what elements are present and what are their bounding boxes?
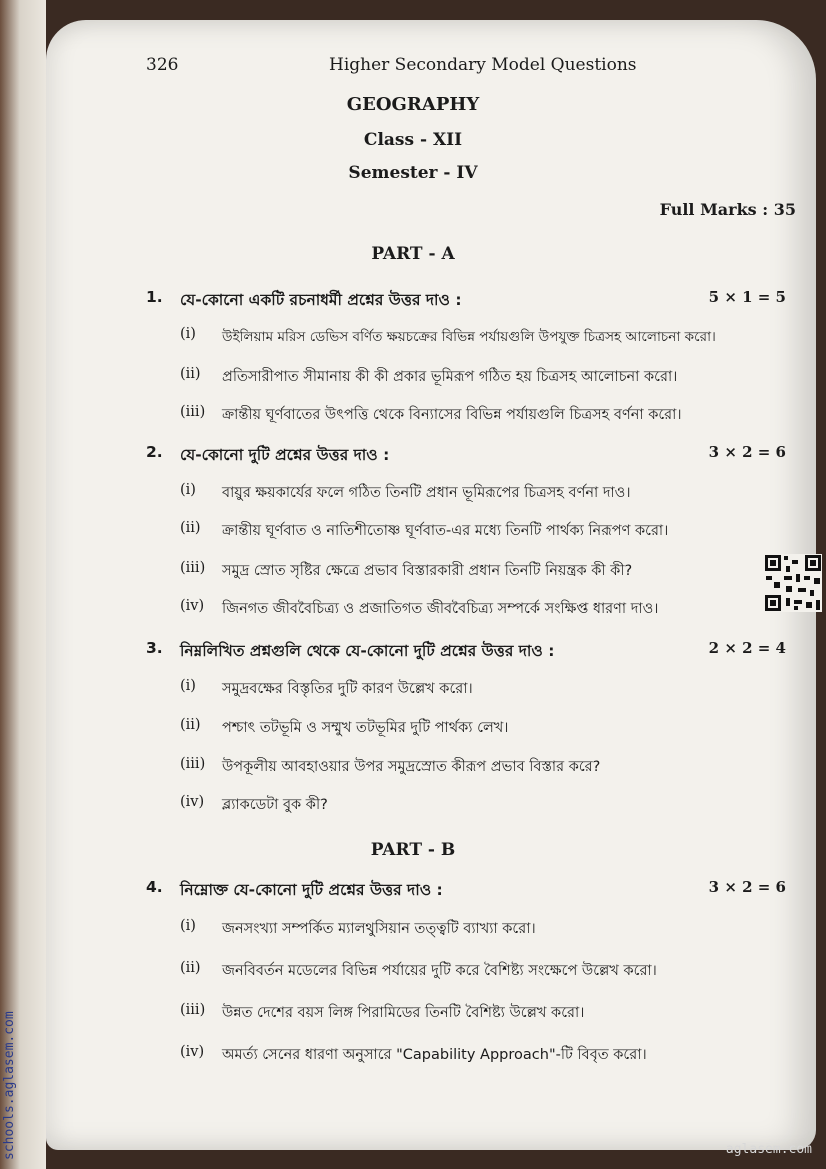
question-text: নিম্নলিখিত প্রশ্নগুলি থেকে যে-কোনো দুটি প্রশ্নের উত্তর দাও :	[180, 642, 555, 660]
sub-number: (i)	[180, 918, 196, 934]
part-b-heading: PART - B	[370, 840, 456, 860]
sub-number: (i)	[180, 482, 196, 498]
running-title: Higher Secondary Model Questions	[329, 55, 637, 75]
question-text: যে-কোনো একটি রচনাধর্মী প্রশ্নের উত্তর দাও :	[180, 291, 462, 309]
sub-number: (ii)	[180, 717, 201, 733]
sub-text: জিনগত জীববৈচিত্র্য ও প্রজাতিগত জীববৈচিত্র্য সম্পর্কে সংক্ষিপ্ত ধারণা দাও।	[222, 601, 659, 617]
qr-code-icon	[764, 554, 822, 612]
sub-text: জনসংখ্যা সম্পর্কিত ম্যালথুসিয়ান তত্ত্বটি ব্যাখ্যা করো।	[222, 921, 536, 937]
sub-number: (iv)	[180, 794, 205, 810]
sub-number: (i)	[180, 678, 196, 694]
sub-text: সমুদ্র স্রোত সৃষ্টির ক্ষেত্রে প্রভাব বিস্তারকারী প্রধান তিনটি নিয়ন্ত্রক কী কী?	[222, 563, 633, 579]
sub-text: উইলিয়াম মরিস ডেভিস বর্ণিত ক্ষয়চক্রের বিভিন্ন পর্যায়গুলি উপযুক্ত চিত্রসহ আলোচনা করো।	[222, 329, 716, 345]
sub-text: ক্রান্তীয় ঘূর্ণবাত ও নাতিশীতোষ্ণ ঘূর্ণবাত-এর মধ্যে তিনটি পার্থক্য নিরূপণ করো।	[222, 523, 669, 539]
question-text: যে-কোনো দুটি প্রশ্নের উত্তর দাও :	[180, 446, 390, 464]
question-marks: 5 × 1 = 5	[708, 288, 786, 306]
question-marks: 3 × 2 = 6	[708, 878, 786, 896]
sub-text: উপকূলীয় আবহাওয়ার উপর সমুদ্রস্রোত কীরূপ প্রভাব বিস্তার করে?	[222, 759, 601, 775]
sub-number: (iii)	[180, 756, 206, 772]
sub-text: বায়ুর ক্ষয়কার্যের ফলে গঠিত তিনটি প্রধান ভূমিরূপের চিত্রসহ বর্ণনা দাও।	[222, 485, 631, 501]
sub-number: (iii)	[180, 404, 206, 420]
question-number: 2.	[146, 443, 163, 461]
side-watermark: schools.aglasem.com	[2, 1011, 17, 1160]
full-marks: Full Marks : 35	[659, 200, 796, 219]
sub-number: (i)	[180, 326, 196, 342]
sub-number: (ii)	[180, 520, 201, 536]
sub-number: (iv)	[180, 598, 205, 614]
footer-watermark: aglasem.com	[725, 1142, 812, 1157]
question-text: নিম্নোক্ত যে-কোনো দুটি প্রশ্নের উত্তর দাও :	[180, 881, 443, 899]
semester-label: Semester - IV	[348, 163, 478, 183]
sub-text: পশ্চাৎ তটভূমি ও সম্মুখ তটভূমির দুটি পার্থক্য লেখ।	[222, 720, 509, 736]
sub-number: (iii)	[180, 560, 206, 576]
question-number: 1.	[146, 288, 163, 306]
sub-text: সমুদ্রবক্ষের বিস্তৃতির দুটি কারণ উল্লেখ করো।	[222, 681, 473, 697]
sub-text: অমর্ত্য সেনের ধারণা অনুসারে "Capability Approach"-টি বিবৃত করো।	[222, 1047, 647, 1063]
question-number: 4.	[146, 878, 163, 896]
sub-text: ব্ল্যাকডেটা বুক কী?	[222, 797, 328, 813]
sub-number: (iv)	[180, 1044, 205, 1060]
page-number: 326	[146, 55, 179, 75]
sub-text: উন্নত দেশের বয়স লিঙ্গ পিরামিডের তিনটি বৈশিষ্ট্য উল্লেখ করো।	[222, 1005, 585, 1021]
subject-title: GEOGRAPHY	[346, 94, 480, 115]
question-number: 3.	[146, 639, 163, 657]
part-a-heading: PART - A	[371, 244, 455, 264]
question-marks: 3 × 2 = 6	[708, 443, 786, 461]
class-label: Class - XII	[363, 130, 463, 150]
page-header	[146, 55, 826, 85]
sub-text: প্রতিসারীপাত সীমানায় কী কী প্রকার ভূমিরূপ গঠিত হয় চিত্রসহ আলোচনা করো।	[222, 369, 678, 385]
sub-number: (ii)	[180, 366, 201, 382]
sub-text: ক্রান্তীয় ঘূর্ণবাতের উৎপত্তি থেকে বিন্যাসের বিভিন্ন পর্যায়গুলি চিত্রসহ বর্ণনা করো।	[222, 407, 682, 423]
sub-number: (iii)	[180, 1002, 206, 1018]
sub-text: জনবিবর্তন মডেলের বিভিন্ন পর্যায়ের দুটি করে বৈশিষ্ট্য সংক্ষেপে উল্লেখ করো।	[222, 963, 657, 979]
sub-number: (ii)	[180, 960, 201, 976]
question-marks: 2 × 2 = 4	[708, 639, 786, 657]
